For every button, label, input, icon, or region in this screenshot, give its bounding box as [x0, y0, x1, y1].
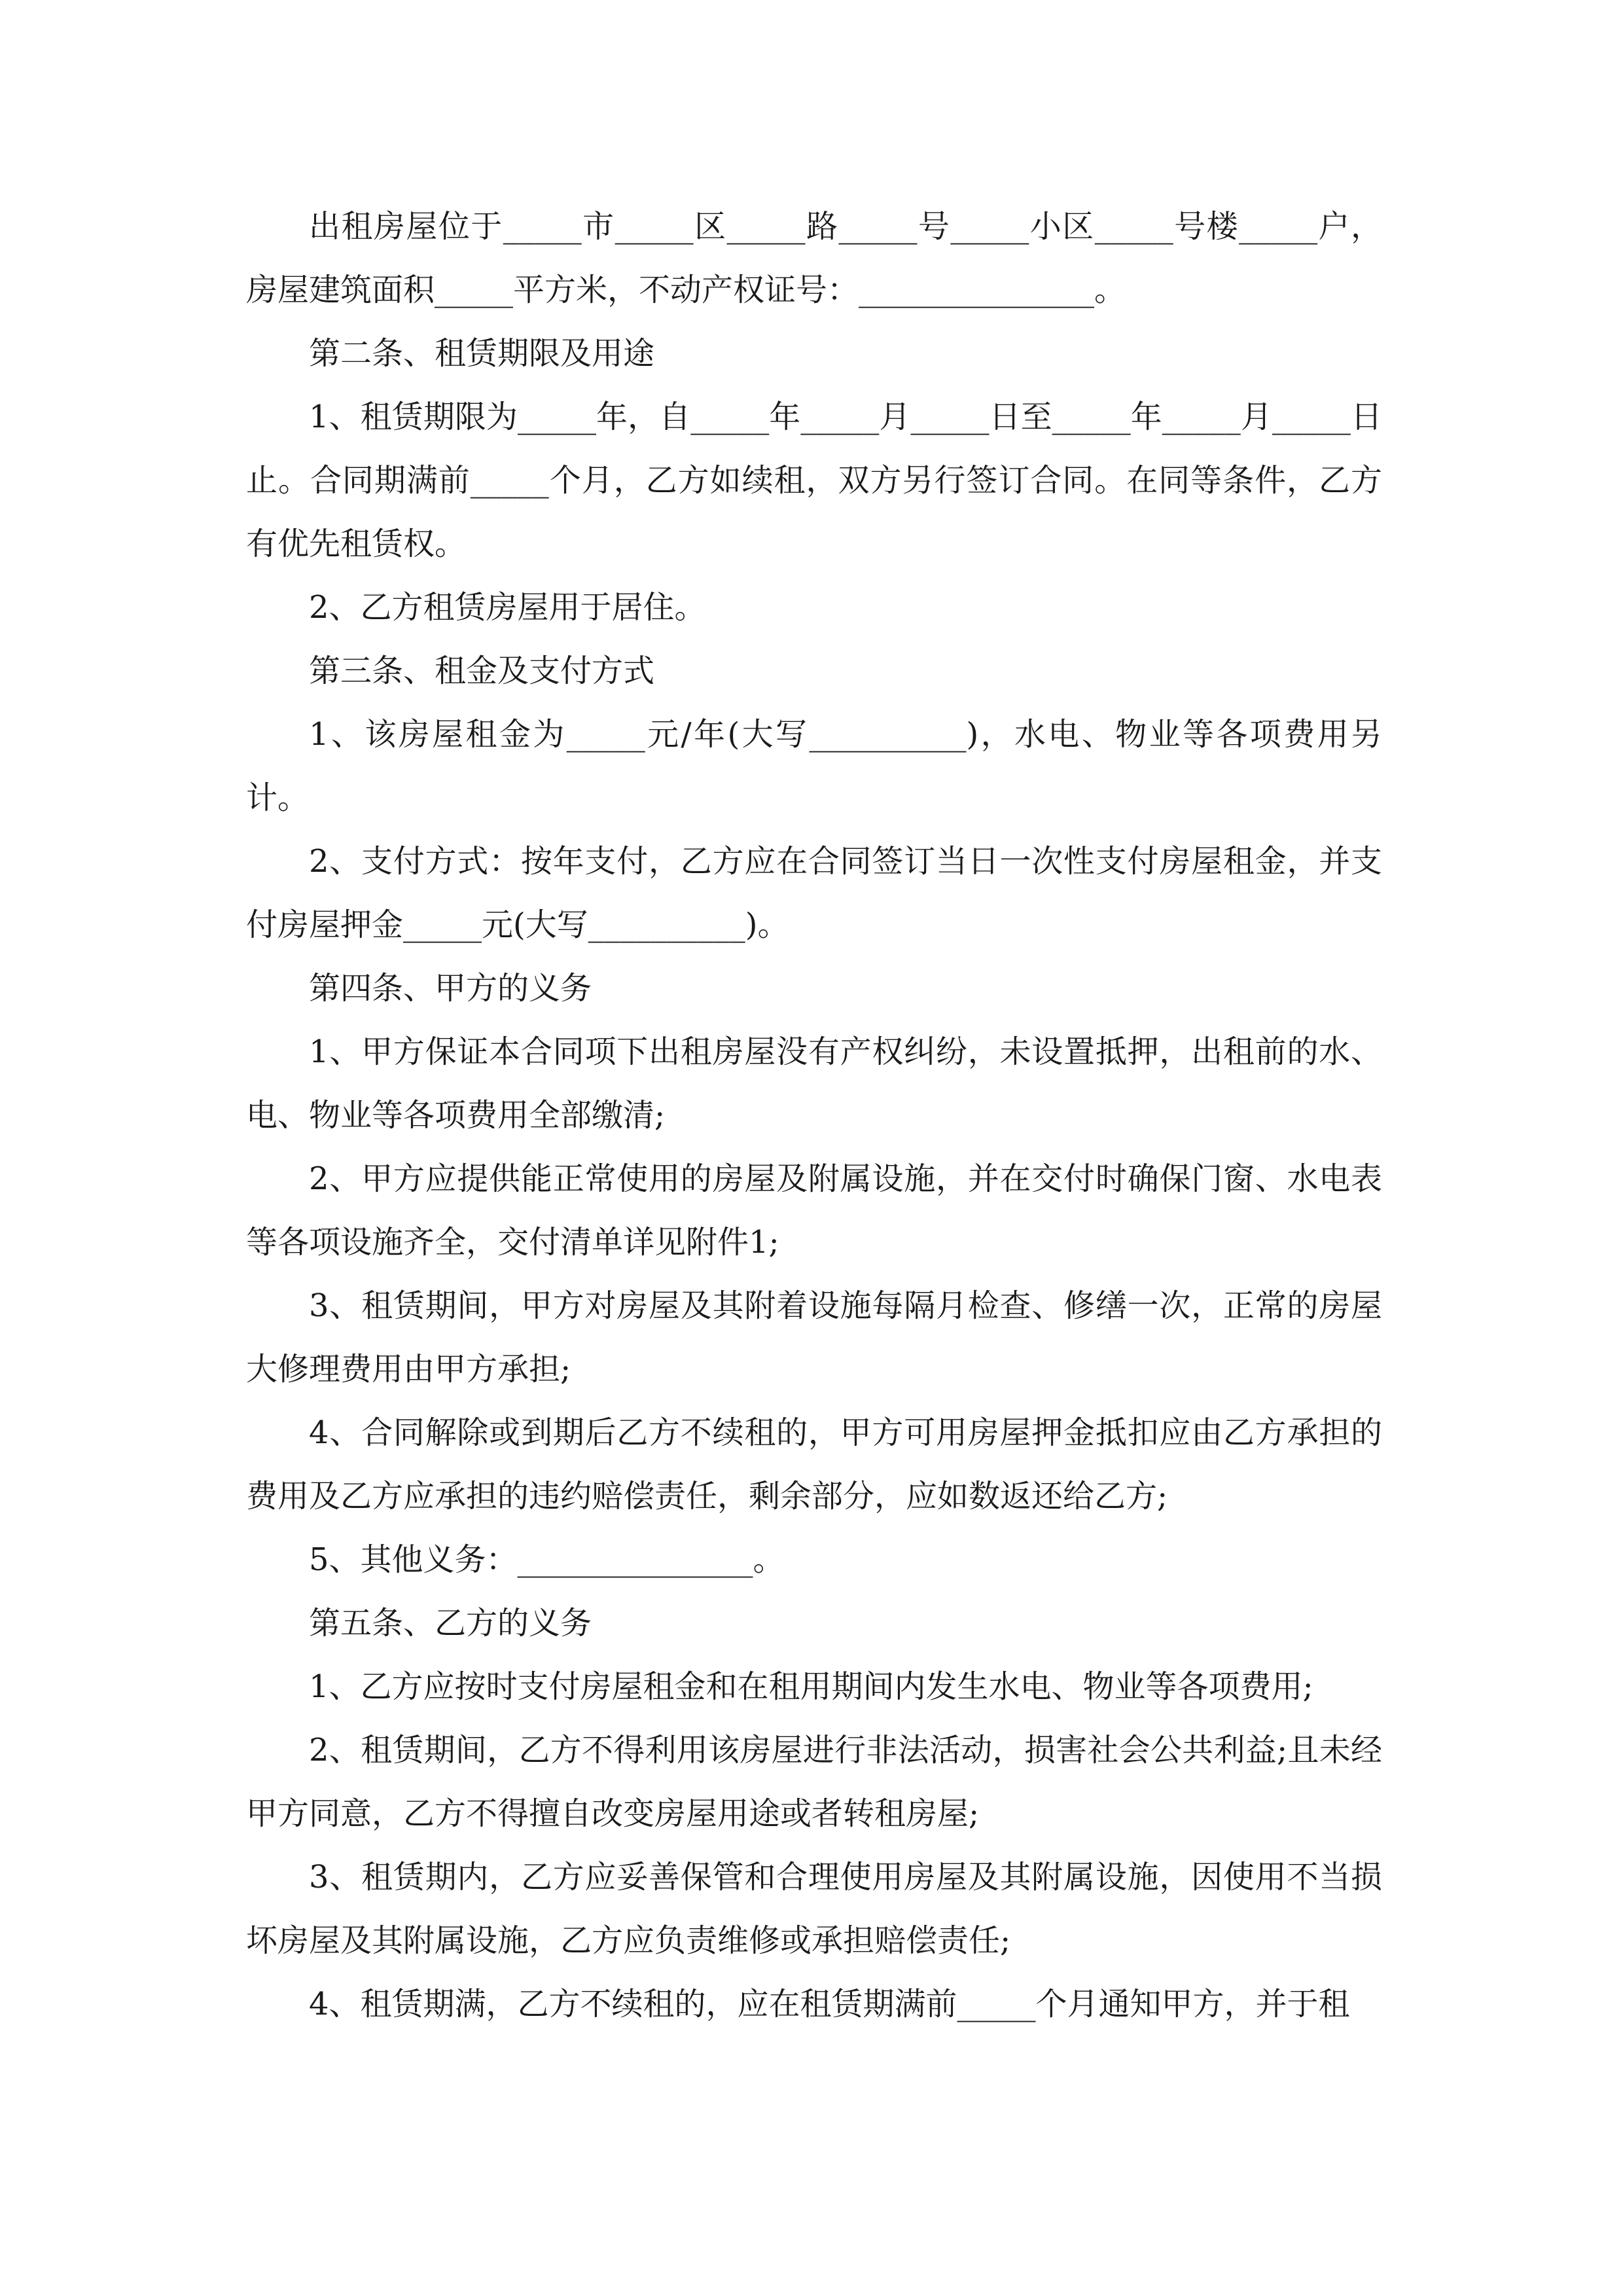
paragraph-lease-period: 1、租赁期限为_____年，自_____年_____月_____日至_____年_____月_____日止。合同期满前_____个月，乙方如续租，双方另行签订合同。在同等条件，乙方有优先租赁权。: [246, 399, 1382, 562]
paragraph-party-a-obligation-4: 4、合同解除或到期后乙方不续租的，甲方可用房屋押金抵扣应由乙方承担的费用及乙方应承担的违约赔偿责任，剩余部分，应如数返还给乙方;: [246, 1414, 1382, 1515]
section-heading-rent-payment: 第三条、租金及支付方式: [309, 653, 655, 689]
paragraph-party-a-obligation-5: 5、其他义务：_______________。: [309, 1541, 785, 1578]
contract-body: [246, 195, 1382, 2036]
paragraph-lease-usage: 2、乙方租赁房屋用于居住。: [309, 589, 706, 626]
section-heading-lease-term: 第二条、租赁期限及用途: [309, 335, 655, 372]
paragraph-property-location: 出租房屋位于_____市_____区_____路_____号_____小区_____号楼_____户，房屋建筑面积_____平方米，不动产权证号：_______________。: [246, 208, 1382, 308]
section-heading-party-b-obligations: 第五条、乙方的义务: [309, 1605, 592, 1641]
paragraph-party-a-obligation-2: 2、甲方应提供能正常使用的房屋及附属设施，并在交付时确保门窗、水电表等各项设施齐全，交付清单详见附件1;: [246, 1160, 1382, 1261]
paragraph-party-b-obligation-3: 3、租赁期内，乙方应妥善保管和合理使用房屋及其附属设施，因使用不当损坏房屋及其附属设施，乙方应负责维修或承担赔偿责任;: [246, 1859, 1382, 1959]
paragraph-party-b-obligation-4: 4、租赁期满，乙方不续租的，应在租赁期满前_____个月通知甲方，并于租: [309, 1986, 1350, 2022]
paragraph-payment-method: 2、支付方式：按年支付，乙方应在合同签订当日一次性支付房屋租金，并支付房屋押金_____元(大写__________)。: [246, 843, 1382, 943]
paragraph-party-a-obligation-3: 3、租赁期间，甲方对房屋及其附着设施每隔月检查、修缮一次，正常的房屋大修理费用由甲方承担;: [246, 1287, 1382, 1388]
paragraph-party-b-obligation-1: 1、乙方应按时支付房屋租金和在租用期间内发生水电、物业等各项费用;: [309, 1668, 1313, 1705]
section-heading-party-a-obligations: 第四条、甲方的义务: [309, 970, 592, 1007]
paragraph-party-a-obligation-1: 1、甲方保证本合同项下出租房屋没有产权纠纷，未设置抵押，出租前的水、电、物业等各项费用全部缴清;: [246, 1033, 1382, 1134]
paragraph-party-b-obligation-2: 2、租赁期间，乙方不得利用该房屋进行非法活动，损害社会公共利益;且未经甲方同意，乙方不得擅自改变房屋用途或者转租房屋;: [246, 1732, 1382, 1832]
paragraph-rent-amount: 1、该房屋租金为_____元/年(大写__________)，水电、物业等各项费用另计。: [246, 716, 1382, 816]
